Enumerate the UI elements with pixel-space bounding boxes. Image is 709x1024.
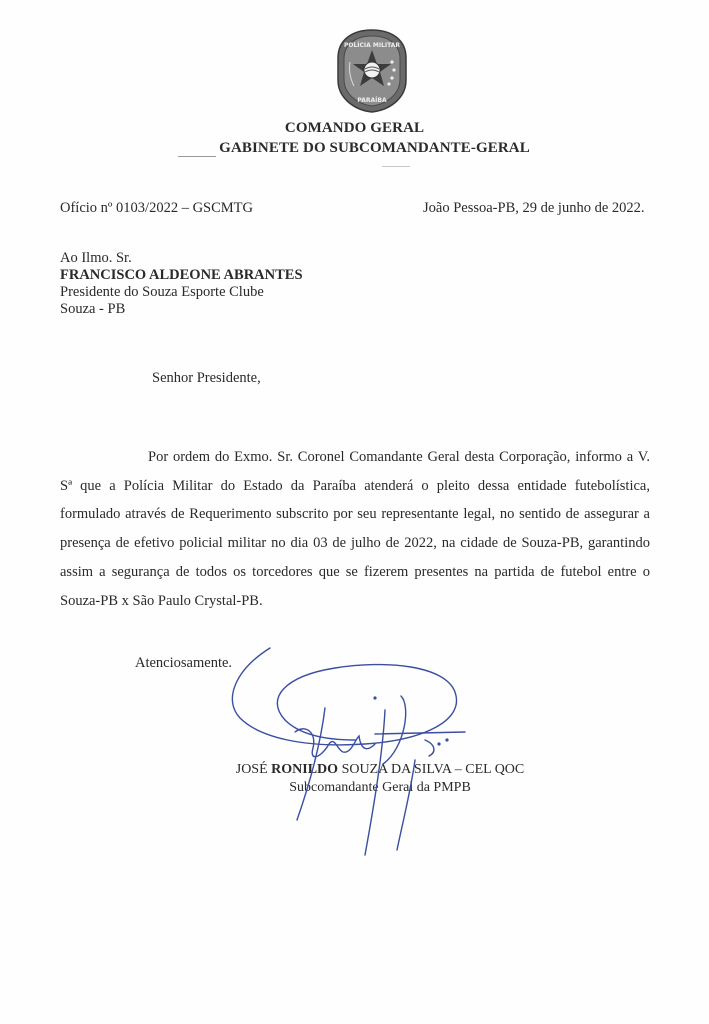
header-office: GABINETE DO SUBCOMANDANTE-GERAL	[219, 140, 530, 156]
handwritten-signature	[225, 640, 485, 860]
svg-text:POLÍCIA MILITAR: POLÍCIA MILITAR	[343, 42, 401, 49]
header-rule	[178, 156, 216, 157]
place-date: João Pessoa-PB, 29 de junho de 2022.	[423, 200, 645, 216]
signatory-name-prefix: JOSÉ	[235, 762, 272, 777]
signatory-role: Subcomandante Geral da PMPB	[289, 780, 471, 795]
closing: Atenciosamente.	[135, 655, 233, 671]
signatory-name	[190, 762, 570, 778]
police-badge-icon	[334, 28, 410, 114]
recipient-name: FRANCISCO ALDEONE ABRANTES	[60, 267, 303, 283]
svg-text:PARAÍBA: PARAÍBA	[357, 97, 387, 104]
header-command: COMANDO GERAL	[284, 120, 425, 136]
signatory-name-suffix: SOUZA DA SILVA – CEL QOC	[338, 762, 525, 777]
greeting: Senhor Presidente,	[152, 370, 261, 386]
signatory-name-bold: RONILDO	[271, 762, 339, 777]
recipient-salutation: Ao Ilmo. Sr.	[60, 250, 132, 266]
document-number: Ofício nº 0103/2022 – GSCMTG	[60, 200, 253, 216]
body-paragraph: Por ordem do Exmo. Sr. Coronel Comandante Geral desta Corporação, informo a V. Sª que a Polícia Militar do Estado da Paraíba atenderá o pleito dessa entidade futebolística, formulado através de Requerimento subscrito por seu representante legal, no sentido de assegurar a presença de efetivo policial militar no dia 03 de julho de 2022, na cidade de Souza-PB, garantindo assim a segurança de todos os torcedores que se fizerem presentes na partida de futebol entre o Souza-PB x São Paulo Crystal-PB.	[60, 449, 650, 609]
header-rule-short	[382, 166, 410, 167]
recipient-title: Presidente do Souza Esporte Clube	[60, 284, 264, 300]
letter-body	[60, 443, 650, 615]
recipient-location: Souza - PB	[60, 301, 126, 317]
